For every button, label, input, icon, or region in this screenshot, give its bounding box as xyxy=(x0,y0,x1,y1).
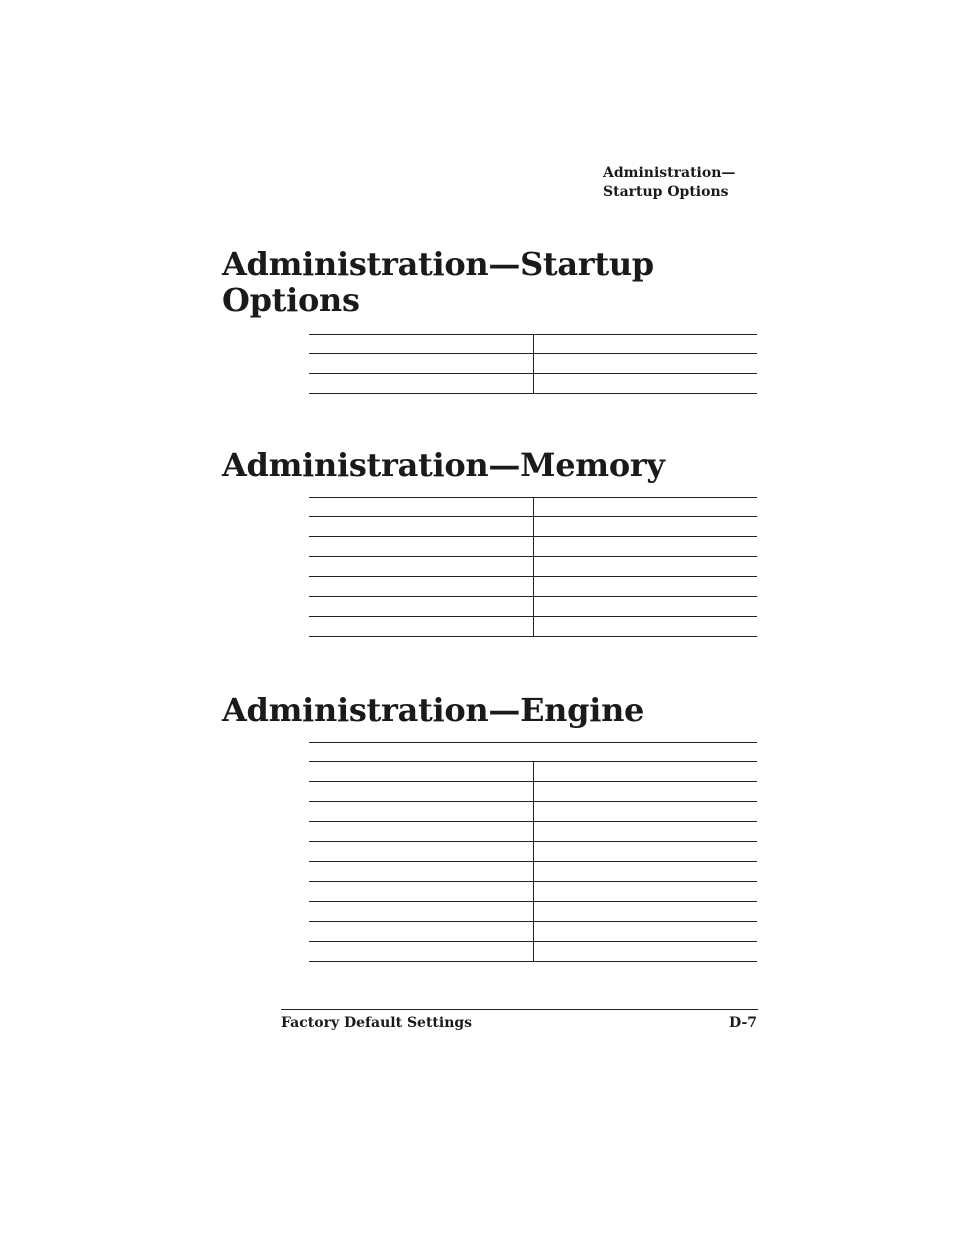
table-row xyxy=(309,557,757,577)
table-row xyxy=(309,334,757,354)
running-header xyxy=(603,164,735,202)
table-row xyxy=(309,617,757,637)
table-row xyxy=(309,537,757,557)
table-row xyxy=(309,862,757,882)
table-row xyxy=(309,577,757,597)
section-title-startup-line-1: Administration—Startup xyxy=(222,245,654,283)
table-row xyxy=(309,802,757,822)
engine-table xyxy=(309,742,757,962)
memory-table xyxy=(309,497,757,637)
table-row xyxy=(309,762,757,782)
table-row xyxy=(309,374,757,394)
table-header-row xyxy=(309,742,757,762)
section-title-engine: Administration—Engine xyxy=(222,691,645,729)
section-title-startup-options xyxy=(222,246,654,318)
section-title-memory: Administration—Memory xyxy=(222,446,665,484)
table-row xyxy=(309,922,757,942)
table-row xyxy=(309,497,757,517)
page-number: D-7 xyxy=(729,1015,757,1031)
running-header-line-2: Startup Options xyxy=(603,184,729,200)
table-row xyxy=(309,842,757,862)
startup-options-table xyxy=(309,334,757,394)
section-title-startup-line-2: Options xyxy=(222,281,360,319)
table-row xyxy=(309,782,757,802)
table-row xyxy=(309,597,757,617)
table-row xyxy=(309,517,757,537)
footer-title: Factory Default Settings xyxy=(281,1015,473,1031)
table-row xyxy=(309,882,757,902)
running-header-line-1: Administration— xyxy=(603,165,736,181)
footer-rule xyxy=(281,1009,758,1010)
table-row xyxy=(309,354,757,374)
table-row xyxy=(309,942,757,962)
table-row xyxy=(309,902,757,922)
table-row xyxy=(309,822,757,842)
